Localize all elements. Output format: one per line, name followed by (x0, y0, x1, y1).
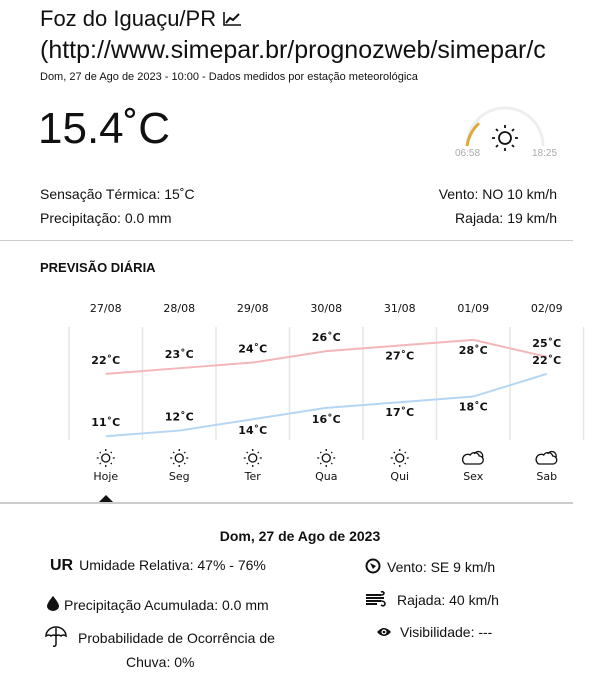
min-temp-label: 18˚C (458, 400, 488, 414)
day-label[interactable]: Ter (244, 470, 261, 483)
min-temp-label: 12˚C (164, 410, 194, 424)
cloud-icon (536, 452, 557, 464)
rain-prob-1: Probabilidade de Ocorrência de (78, 630, 275, 646)
selected-day-marker (99, 495, 113, 502)
day-label[interactable]: Sab (536, 470, 558, 483)
visibility: Visibilidade: --- (400, 624, 493, 640)
cloud-icon (463, 452, 484, 464)
divider (0, 240, 573, 241)
min-temp-label: 11˚C (91, 416, 121, 430)
detail-gust: Rajada: 40 km/h (397, 592, 499, 608)
sun-icon (170, 449, 188, 467)
rain-prob-2: Chuva: 0% (126, 654, 195, 670)
detail-date: Dom, 27 de Ago de 2023 (219, 528, 381, 544)
min-temp-label: 17˚C (385, 406, 415, 420)
max-temp-label: 27˚C (385, 349, 415, 363)
precip-accum: Precipitação Acumulada: 0.0 mm (64, 597, 269, 613)
sun-icon (317, 449, 335, 467)
day-date: 28/08 (163, 302, 196, 315)
eye-icon (376, 626, 392, 638)
current-temperature: 15.4˚C (38, 104, 171, 153)
detail-wind: Vento: SE 9 km/h (387, 559, 496, 575)
max-temp-label: 28˚C (458, 343, 488, 357)
umbrella-icon (44, 626, 68, 648)
max-temp-label: 25˚C (532, 336, 562, 350)
max-temp-label: 24˚C (238, 342, 268, 356)
day-label[interactable]: Qui (390, 470, 410, 483)
forecast-divider (0, 502, 573, 504)
min-temp-label: 16˚C (311, 412, 341, 426)
day-date: 01/09 (457, 302, 490, 315)
precipitation: Precipitação: 0.0 mm (40, 210, 172, 226)
day-date: 29/08 (236, 302, 269, 315)
max-temp-label: 23˚C (164, 348, 194, 362)
day-label[interactable]: Hoje (93, 470, 119, 483)
sunrise-time: 06:58 (455, 148, 481, 159)
wind-gust-icon (365, 591, 389, 607)
section-title: PREVISÃO DIÁRIA (40, 260, 156, 275)
city-title (40, 6, 242, 32)
city-name: Foz do Iguaçu/PR (40, 6, 217, 31)
day-date: 27/08 (89, 302, 122, 315)
feels-like: Sensação Térmica: 15˚C (40, 186, 195, 202)
chart-line-icon[interactable] (222, 11, 242, 27)
gust: Rajada: 19 km/h (455, 210, 557, 226)
precip-row (46, 595, 269, 613)
gust-row (365, 591, 499, 608)
day-label[interactable]: Qua (315, 470, 338, 483)
visibility-row (376, 624, 492, 640)
day-date: 31/08 (383, 302, 416, 315)
humidity-row (50, 557, 266, 575)
wind-direction-icon (365, 558, 381, 574)
sun-icon (244, 449, 262, 467)
max-temp-label: 26˚C (311, 331, 341, 345)
wind-row (365, 558, 495, 575)
measurement-subtitle: Dom, 27 de Ago de 2023 - 10:00 - Dados medidos por estação meteorológica (40, 71, 418, 83)
day-date: 30/08 (310, 302, 343, 315)
sunset-time: 18:25 (532, 148, 558, 159)
sun-icon (391, 449, 409, 467)
source-url[interactable]: (http://www.simepar.br/prognozweb/simepar/c (40, 36, 546, 64)
ur-badge: UR (50, 557, 74, 574)
min-temp-label: 22˚C (532, 353, 562, 367)
wind: Vento: NO 10 km/h (438, 186, 557, 202)
max-temp-label: 22˚C (91, 353, 121, 367)
day-date: 02/09 (530, 302, 563, 315)
min-temp-label: 14˚C (238, 424, 268, 438)
drop-icon (46, 595, 60, 611)
sun-icon (492, 125, 518, 151)
day-label[interactable]: Seg (168, 470, 190, 483)
humidity: Umidade Relativa: 47% - 76% (79, 557, 266, 573)
forecast-chart[interactable] (0, 290, 563, 510)
day-label[interactable]: Sex (463, 470, 484, 483)
sun-icon (97, 449, 115, 467)
